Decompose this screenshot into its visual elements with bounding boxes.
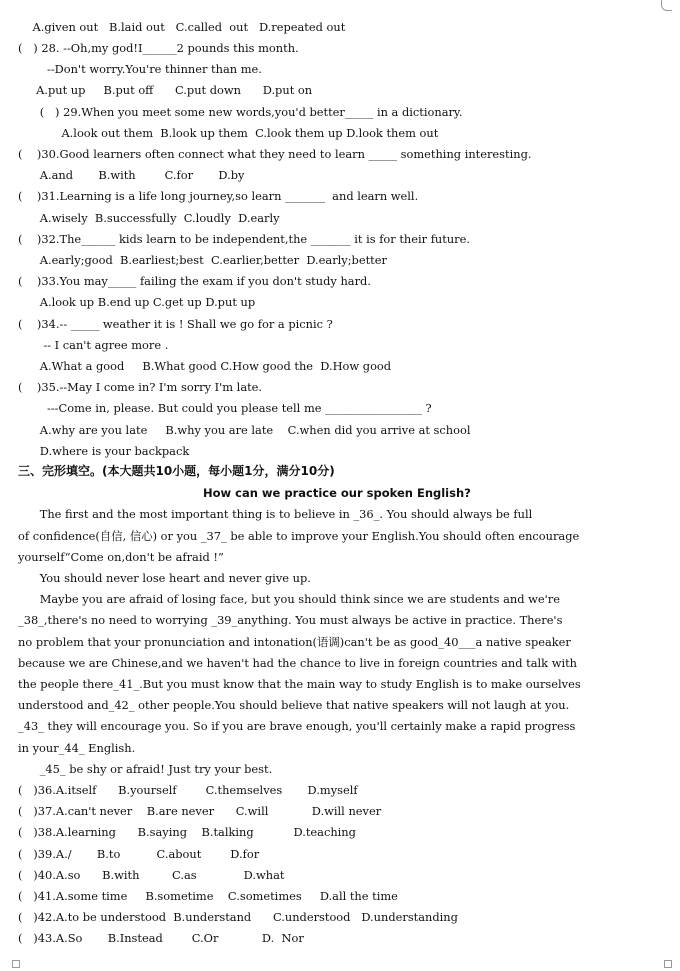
- q31-options: A.wisely B.successfully C.loudly D.early: [18, 211, 280, 225]
- q27-options: A.given out B.laid out C.called out D.repeated out: [18, 20, 346, 34]
- q38-options: ( )38.A.learning B.saying B.talking D.teaching: [18, 825, 356, 839]
- page-corner-mark: [12, 960, 20, 968]
- q35-option-d: D.where is your backpack: [18, 444, 190, 458]
- q30-stem: ( )30.Good learners often connect what they need to learn _____ something interesting.: [18, 147, 532, 161]
- q29-stem: ( ) 29.When you meet some new words,you'd better_____ in a dictionary.: [18, 105, 463, 119]
- q33-stem: ( )33.You may_____ failing the exam if you don't study hard.: [18, 274, 371, 288]
- q34-options: A.What a good B.What good C.How good the D.How good: [18, 359, 392, 373]
- passage-line: _38_,there's no need to worrying _39_anything. You must always be active in practice. There's: [18, 613, 563, 627]
- q43-options: ( )43.A.So B.Instead C.Or D. Nor: [18, 931, 304, 945]
- q39-options: ( )39.A./ B.to C.about D.for: [18, 847, 260, 861]
- passage-line: _45_ be shy or afraid! Just try your best.: [18, 762, 273, 776]
- passage-line: _43_ they will encourage you. So if you are brave enough, you'll certainly make a rapid progress: [18, 719, 576, 733]
- q35-reply: ---Come in, please. But could you please tell me _________________ ?: [18, 401, 432, 415]
- passage-line: of confidence(自信, 信心) or you _37_ be able to improve your English.You should often encourage: [18, 529, 580, 543]
- q32-stem: ( )32.The______ kids learn to be independent,the _______ it is for their future.: [18, 232, 470, 246]
- passage-line: the people there_41_.But you must know that the main way to study English is to make ourselves: [18, 677, 581, 691]
- q32-options: A.early;good B.earliest;best C.earlier,better D.early;better: [18, 253, 387, 267]
- q36-options: ( )36.A.itself B.yourself C.themselves D.myself: [18, 783, 358, 797]
- passage-line: understood and_42_ other people.You should believe that native speakers will not laugh at you.: [18, 698, 570, 712]
- q33-options: A.look up B.end up C.get up D.put up: [18, 295, 256, 309]
- passage-line: Maybe you are afraid of losing face, but you should think since we are students and we're: [18, 592, 560, 606]
- q28-reply: --Don't worry.You're thinner than me.: [18, 62, 262, 76]
- q28-options: A.put up B.put off C.put down D.put on: [18, 83, 313, 97]
- q41-options: ( )41.A.some time B.sometime C.sometimes D.all the time: [18, 889, 398, 903]
- passage-line: The first and the most important thing is to believe in _36_. You should always be full: [18, 507, 533, 521]
- q34-reply: -- I can't agree more .: [18, 338, 169, 352]
- passage-title: How can we practice our spoken English?: [203, 486, 471, 500]
- q34-stem: ( )34.-- _____ weather it is ! Shall we go for a picnic ?: [18, 317, 333, 331]
- q35-stem: ( )35.--May I come in? I'm sorry I'm late.: [18, 380, 263, 394]
- q29-options: A.look out them B.look up them C.look them up D.look them out: [18, 126, 439, 140]
- passage-line: because we are Chinese,and we haven't had the chance to live in foreign countries and talk with: [18, 656, 578, 670]
- q35-options-a-c: A.why are you late B.why you are late C.when did you arrive at school: [18, 423, 471, 437]
- page-corner-mark: [661, 0, 672, 11]
- q40-options: ( )40.A.so B.with C.as D.what: [18, 868, 285, 882]
- passage-line: You should never lose heart and never give up.: [18, 571, 311, 585]
- q31-stem: ( )31.Learning is a life long journey,so learn _______ and learn well.: [18, 189, 419, 203]
- q37-options: ( )37.A.can't never B.are never C.will D.will never: [18, 804, 382, 818]
- q42-options: ( )42.A.to be understood B.understand C.understood D.understanding: [18, 910, 458, 924]
- passage-line: yourself“Come on,don't be afraid !”: [18, 550, 224, 564]
- passage-line: in your_44_ English.: [18, 741, 136, 755]
- q28-stem: ( ) 28. --Oh,my god!I______2 pounds this month.: [18, 41, 299, 55]
- section-heading: 三、完形填空。(本大题共10小题，每小题1分，满分10分): [18, 464, 335, 478]
- passage-line: no problem that your pronunciation and intonation(语调)can't be as good_40___a native speaker: [18, 635, 571, 649]
- page-corner-mark: [664, 960, 672, 968]
- q30-options: A.and B.with C.for D.by: [18, 168, 245, 182]
